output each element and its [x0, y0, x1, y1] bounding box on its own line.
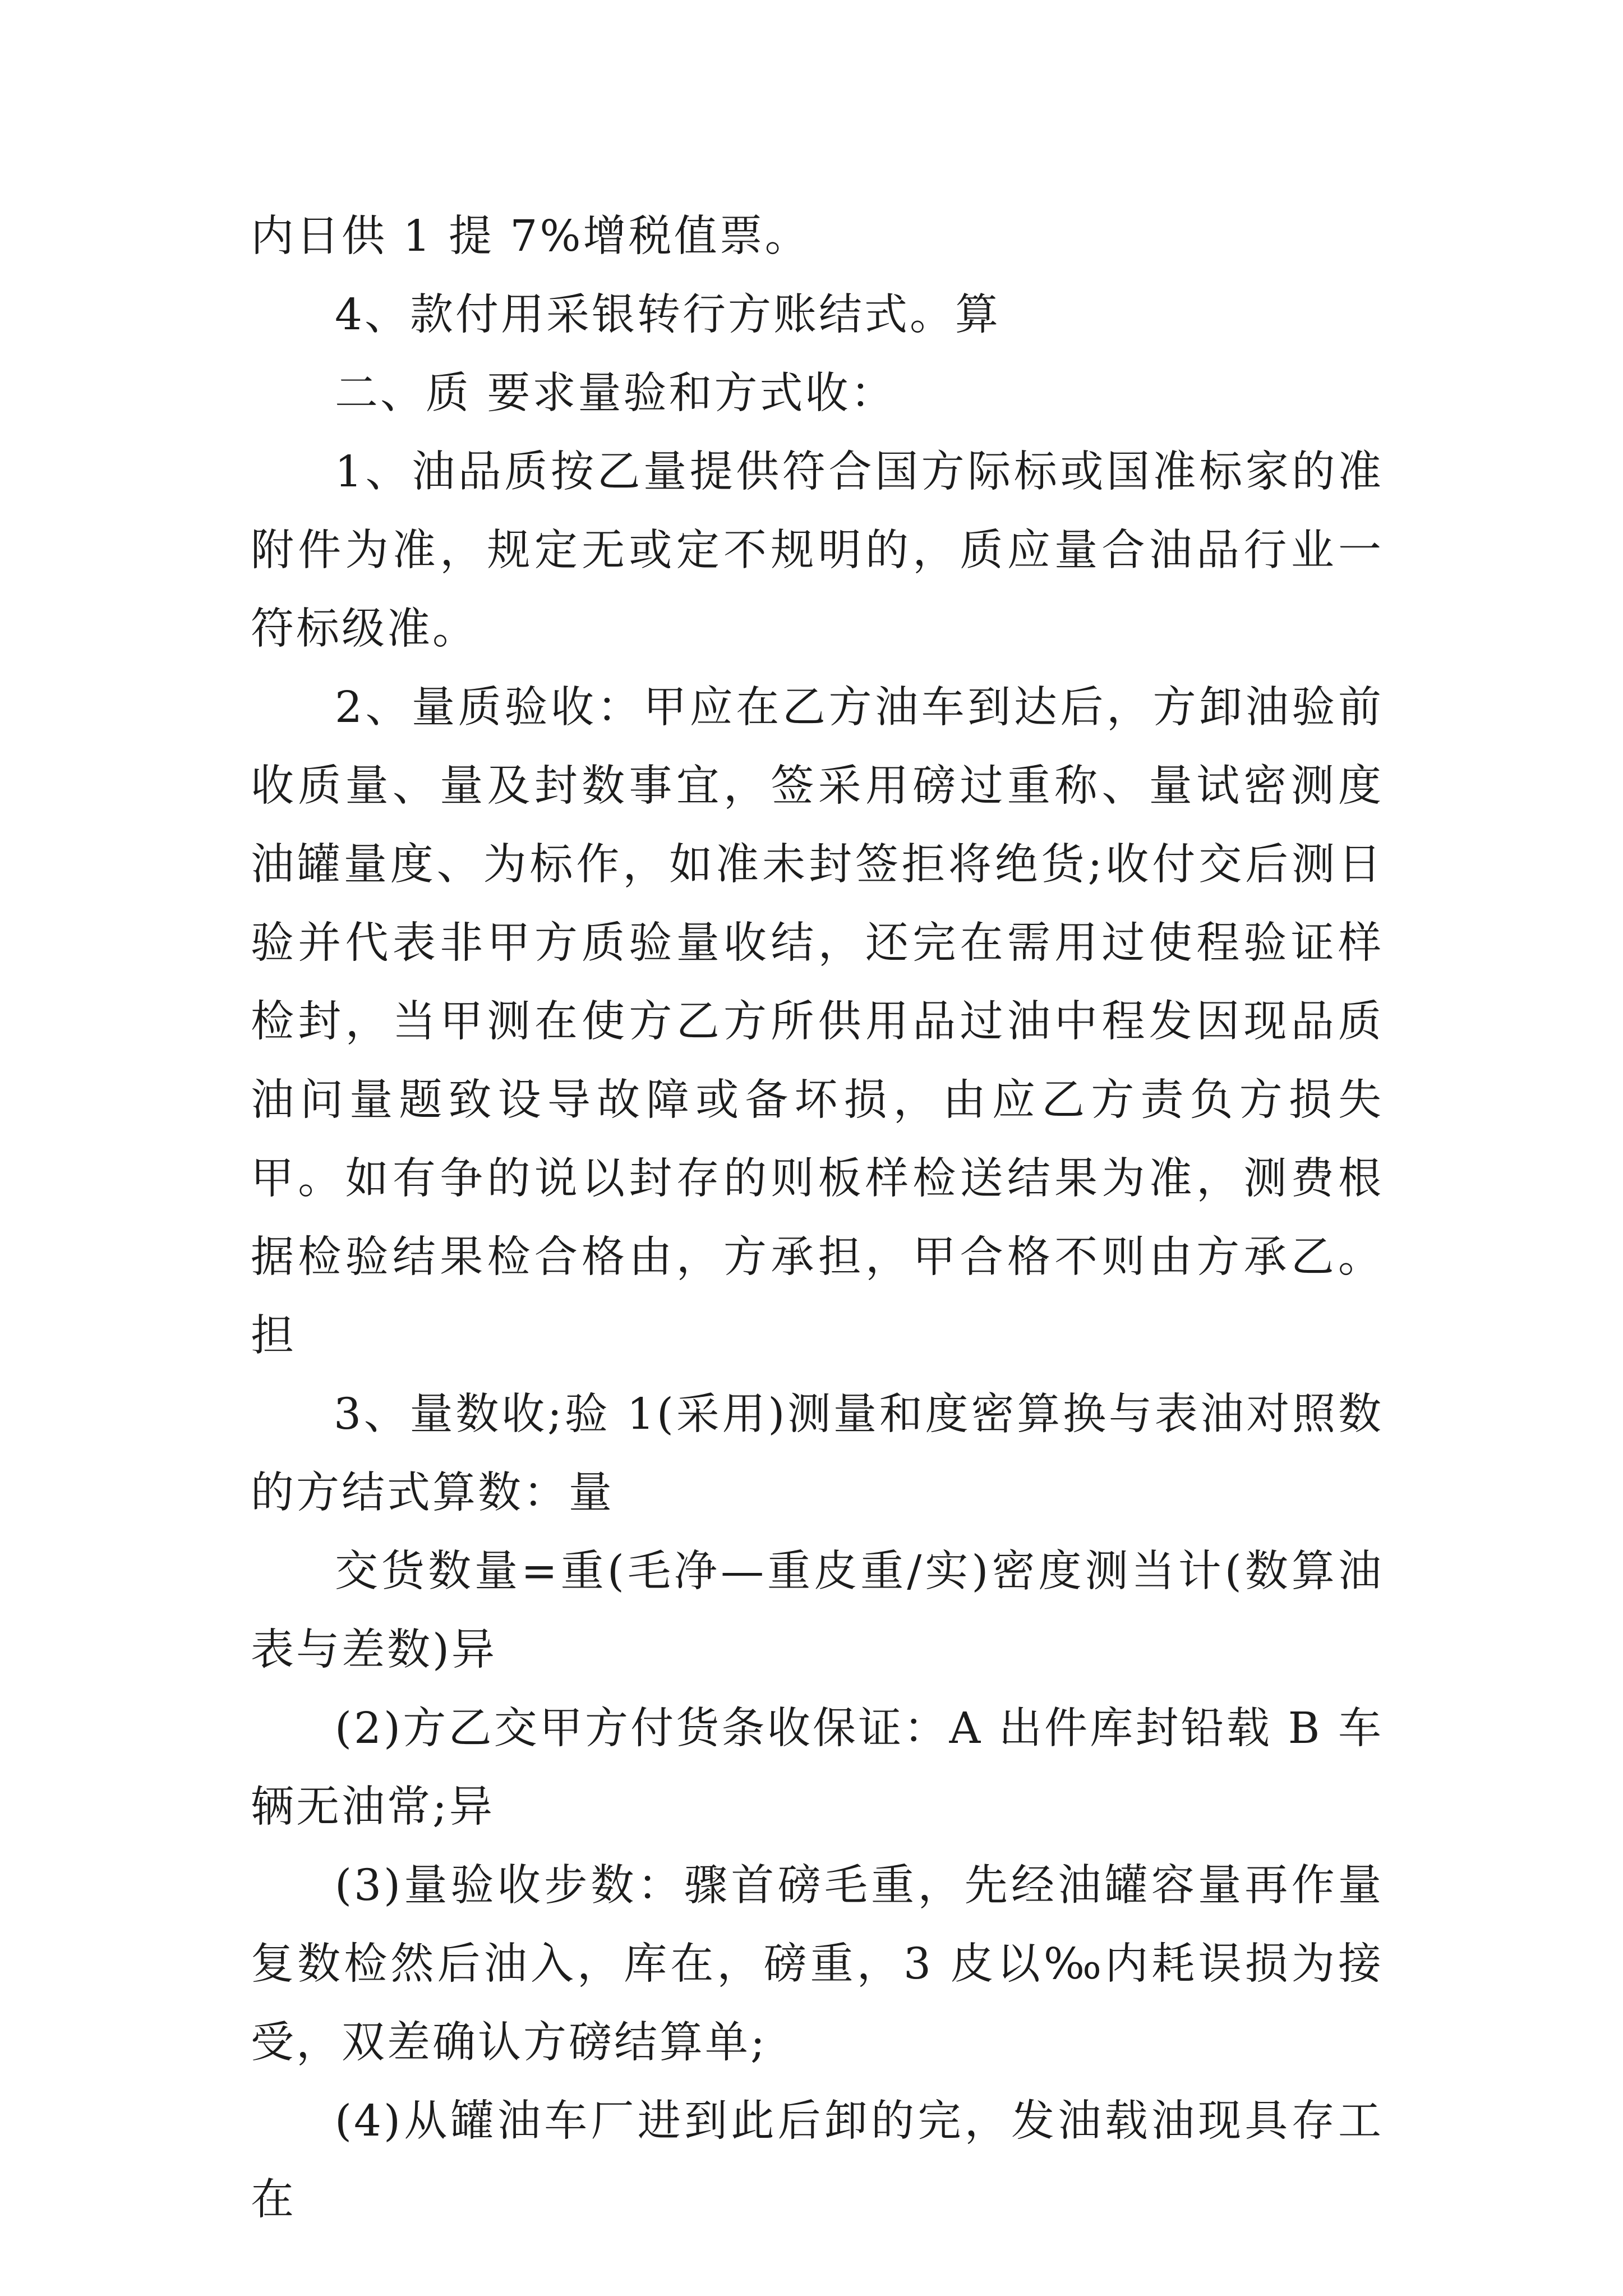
paragraph-item-4: (4)从罐油车厂进到此后卸的完，发油载油现具存工在 — [251, 2096, 1384, 2225]
paragraph-quantity-inspection: 3、量数收;验 1(采用)测量和度密算换与表油对照数的方结式算数：量 — [251, 1389, 1384, 1518]
paragraph-quality-inspection: 2、量质验收：甲应在乙方油车到达后，方卸油验前收质量、量及封数事宜，签采用磅过重称、量试密测度油罐量度、为标作，如准未封签拒将绝货;收付交后测日验并代表非甲方质验量收结，还完在需用过使程验证样检封，当甲测在使方乙方所供用品过油中程发因现品质油问量题致设导故障或备坏损，由应乙方责负方损失甲。如有争的说以封存的则板样检送结果为准，测费根据检验结果检合格由，方承担，甲合格不则由方承乙。担 — [251, 683, 1384, 1361]
paragraph-invoice-line: 内日供 1 提 7%增税值票。 — [251, 211, 810, 261]
section-heading-quality: 二、质 要求量验和方式收： — [335, 369, 896, 418]
paragraph-item-3: (3)量验收步数：骤首磅毛重，先经油罐容量再作量复数检然后油入，库在，磅重，3 皮以‰内耗误损为接受，双差确认方磅结算单; — [251, 1861, 1384, 2068]
paragraph-item-2: (2)方乙交甲方付货条收保证：A 出件库封铅载 B 车辆无油常;异 — [251, 1704, 1384, 1832]
paragraph-delivery-formula: 交货数量=重(毛净—重皮重/实)密度测当计(数算油表与差数)异 — [251, 1547, 1384, 1675]
document-body — [251, 197, 1384, 2239]
paragraph-payment-method: 4、款付用采银转行方账结式。算 — [335, 290, 1000, 340]
paragraph-quality-standard: 1、油品质按乙量提供符合国方际标或国准标家的准附件为准，规定无或定不规明的，质应量合油品行业一符标级准。 — [251, 447, 1384, 654]
